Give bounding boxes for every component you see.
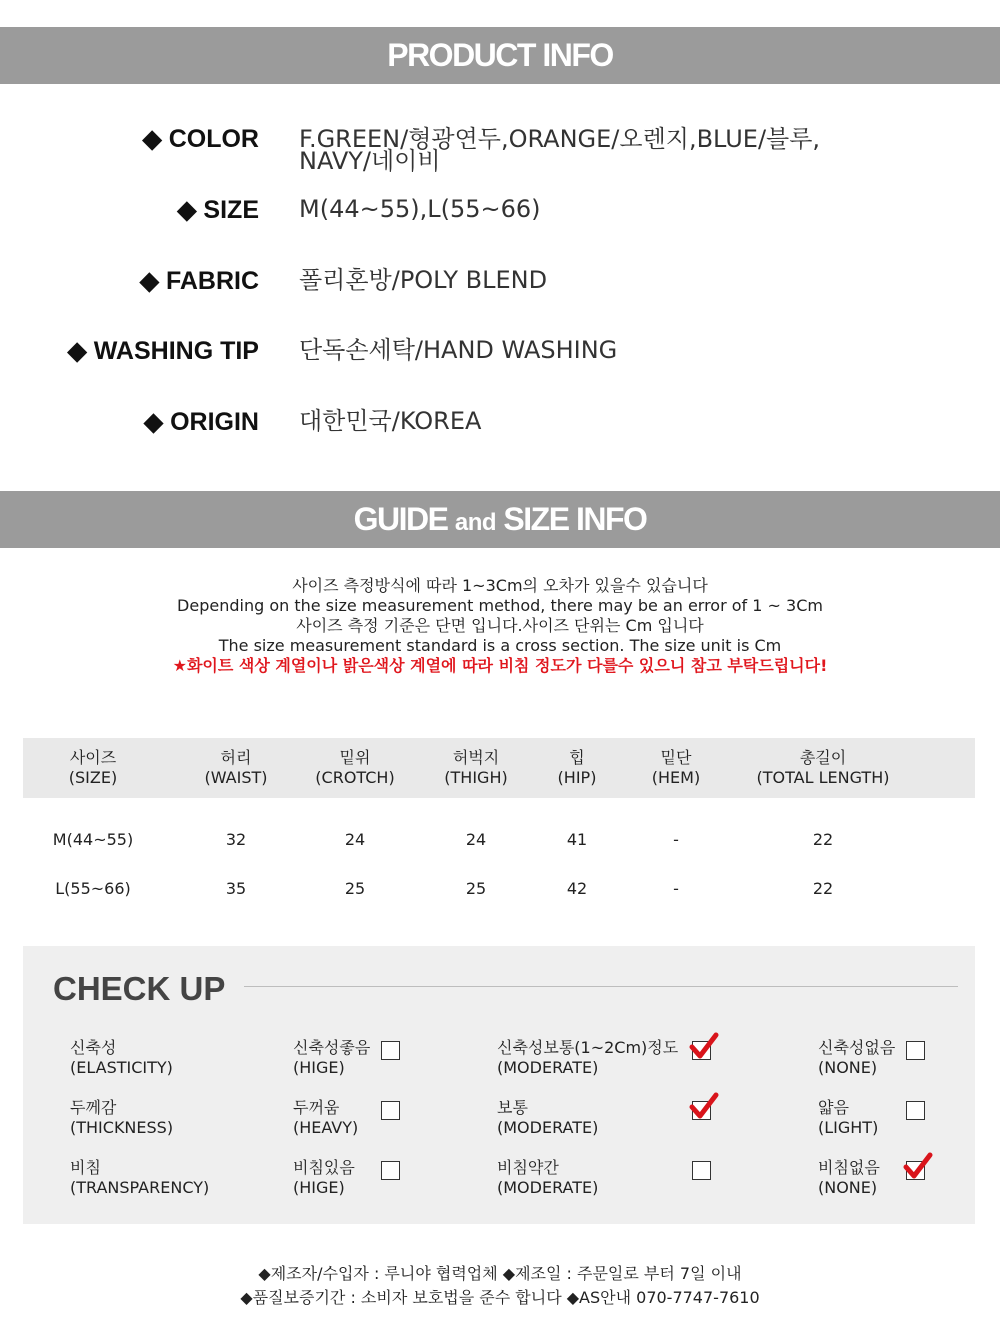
header-size-en: (SIZE) — [68, 768, 118, 787]
check-mark-icon — [689, 1031, 719, 1061]
size-value: M(44~55),L(55~66) — [299, 195, 541, 223]
transparency-option-moderate — [497, 1158, 598, 1198]
header-hip — [537, 748, 617, 788]
table-row — [23, 830, 975, 854]
header-total-length — [733, 748, 913, 788]
note-line-3: 사이즈 측정 기준은 단면 입니다.사이즈 단위는 Cm 입니다 — [296, 616, 704, 635]
header-crotch-ko: 밑위 — [339, 748, 371, 767]
header-hip-en: (HIP) — [557, 768, 597, 787]
header-waist-ko: 허리 — [220, 748, 252, 767]
elasticity-option-moderate — [497, 1038, 678, 1078]
note-line-4: The size measurement standard is a cross section. The size unit is Cm — [218, 636, 782, 655]
option-label-ko: 신축성없음 — [818, 1038, 896, 1057]
header-size — [43, 748, 143, 788]
header-size-ko: 사이즈 — [69, 748, 117, 767]
footer-info — [0, 1262, 1000, 1310]
washing-label: ◆ WASHING TIP — [67, 337, 259, 365]
transparency-label-en: (TRANSPARENCY) — [70, 1178, 210, 1197]
fabric-label: ◆ FABRIC — [139, 267, 259, 295]
header-hip-ko: 힙 — [569, 748, 585, 767]
check-up-title: CHECK UP — [53, 970, 226, 1007]
option-label-en: (HIGE) — [293, 1178, 345, 1197]
cell-hip: 41 — [566, 830, 588, 849]
washing-value: 단독손세탁/HAND WASHING — [299, 336, 618, 364]
thickness-light-checkbox[interactable] — [906, 1101, 925, 1120]
cell-thigh: 25 — [465, 879, 487, 898]
header-waist — [186, 748, 286, 788]
cell-size: L(55~66) — [55, 879, 131, 898]
cell-crotch: 24 — [344, 830, 366, 849]
elasticity-option-high — [293, 1038, 370, 1078]
check-mark-icon — [689, 1091, 719, 1121]
header-total-length-ko: 총길이 — [799, 748, 847, 767]
note-line-2: Depending on the size measurement method, there may be an error of 1 ~ 3Cm — [177, 596, 823, 615]
option-label-en: (LIGHT) — [818, 1118, 879, 1137]
cell-waist: 35 — [225, 879, 247, 898]
size-notes — [0, 576, 1000, 676]
option-label-en: (MODERATE) — [497, 1118, 599, 1137]
thickness-option-light — [818, 1098, 878, 1138]
cell-total-length: 22 — [812, 830, 834, 849]
product-info-title: PRODUCT INFO — [387, 37, 613, 73]
option-label-en: (HIGE) — [293, 1058, 345, 1077]
option-label-ko: 비침약간 — [497, 1158, 559, 1177]
thickness-label-ko: 두께감 — [70, 1098, 117, 1117]
header-thigh — [416, 748, 536, 788]
transparency-option-high — [293, 1158, 355, 1198]
transparency-high-checkbox[interactable] — [381, 1161, 400, 1180]
table-row — [23, 879, 975, 903]
header-hem — [626, 748, 726, 788]
color-label: ◆ COLOR — [142, 125, 259, 153]
header-total-length-en: (TOTAL LENGTH) — [756, 768, 890, 787]
color-value-line-1: F.GREEN/형광연두,ORANGE/오렌지,BLUE/블루, — [299, 125, 821, 153]
transparency-label — [70, 1158, 209, 1198]
cell-hip: 42 — [566, 879, 588, 898]
elasticity-label-en: (ELASTICITY) — [70, 1058, 173, 1077]
elasticity-label-ko: 신축성 — [70, 1038, 117, 1057]
transparency-moderate-checkbox[interactable] — [692, 1161, 711, 1180]
size-table-header — [23, 738, 975, 798]
guide-title-and: and — [454, 509, 497, 536]
thickness-option-heavy — [293, 1098, 358, 1138]
elasticity-high-checkbox[interactable] — [381, 1041, 400, 1060]
header-thigh-ko: 허벅지 — [452, 748, 500, 767]
footer-line-2: ◆품질보증기간 : 소비자 보호법을 준수 합니다 ◆AS안내 070-7747-7610 — [240, 1288, 760, 1307]
header-crotch — [295, 748, 415, 788]
option-label-ko: 신축성좋음 — [293, 1038, 371, 1057]
cell-size: M(44~55) — [52, 830, 134, 849]
guide-title-a: GUIDE — [353, 501, 448, 537]
header-crotch-en: (CROTCH) — [315, 768, 395, 787]
cell-hem: - — [673, 830, 679, 849]
option-label-ko: 비침없음 — [818, 1158, 880, 1177]
elasticity-label — [70, 1038, 173, 1078]
transparency-label-ko: 비침 — [70, 1158, 101, 1177]
cell-thigh: 24 — [465, 830, 487, 849]
cell-total-length: 22 — [812, 879, 834, 898]
header-thigh-en: (THIGH) — [444, 768, 508, 787]
option-label-en: (HEAVY) — [293, 1118, 359, 1137]
option-label-en: (NONE) — [818, 1058, 878, 1077]
option-label-ko: 두꺼움 — [293, 1098, 340, 1117]
thickness-label-en: (THICKNESS) — [70, 1118, 174, 1137]
option-label-ko: 신축성보통(1~2Cm)정도 — [497, 1038, 679, 1057]
color-value-line-2: NAVY/네이비 — [299, 147, 441, 175]
elasticity-option-none — [818, 1038, 895, 1078]
origin-value: 대한민국/KOREA — [299, 407, 482, 435]
cell-waist: 32 — [225, 830, 247, 849]
header-hem-en: (HEM) — [651, 768, 701, 787]
header-waist-en: (WAIST) — [204, 768, 268, 787]
option-label-en: (MODERATE) — [497, 1178, 599, 1197]
option-label-ko: 보통 — [497, 1098, 528, 1117]
color-value — [299, 125, 821, 175]
cell-hem: - — [673, 879, 679, 898]
guide-size-banner — [0, 491, 1000, 548]
check-up-divider — [244, 986, 958, 987]
footer-line-1: ◆제조자/수입자 : 루니야 협력업체 ◆제조일 : 주문일로 부터 7일 이내 — [258, 1264, 742, 1283]
option-label-ko: 비침있음 — [293, 1158, 355, 1177]
origin-label: ◆ ORIGIN — [143, 408, 259, 436]
transparency-warning: ★화이트 색상 계열이나 밝은색상 계열에 따라 비침 정도가 다를수 있으니 참고 부탁드립니다! — [172, 656, 828, 675]
check-up-panel — [23, 946, 975, 1224]
fabric-value: 폴리혼방/POLY BLEND — [299, 266, 548, 294]
transparency-option-none — [818, 1158, 880, 1198]
option-label-en: (MODERATE) — [497, 1058, 599, 1077]
note-line-1: 사이즈 측정방식에 따라 1~3Cm의 오차가 있을수 있습니다 — [292, 576, 708, 595]
header-hem-ko: 밑단 — [660, 748, 692, 767]
check-mark-icon — [903, 1151, 933, 1181]
product-info-banner — [0, 27, 1000, 84]
size-label: ◆ SIZE — [177, 196, 259, 224]
thickness-option-moderate — [497, 1098, 598, 1138]
thickness-heavy-checkbox[interactable] — [381, 1101, 400, 1120]
elasticity-none-checkbox[interactable] — [906, 1041, 925, 1060]
option-label-en: (NONE) — [818, 1178, 878, 1197]
cell-crotch: 25 — [344, 879, 366, 898]
option-label-ko: 얇음 — [818, 1098, 849, 1117]
thickness-label — [70, 1098, 173, 1138]
guide-title-b: SIZE INFO — [503, 501, 647, 537]
